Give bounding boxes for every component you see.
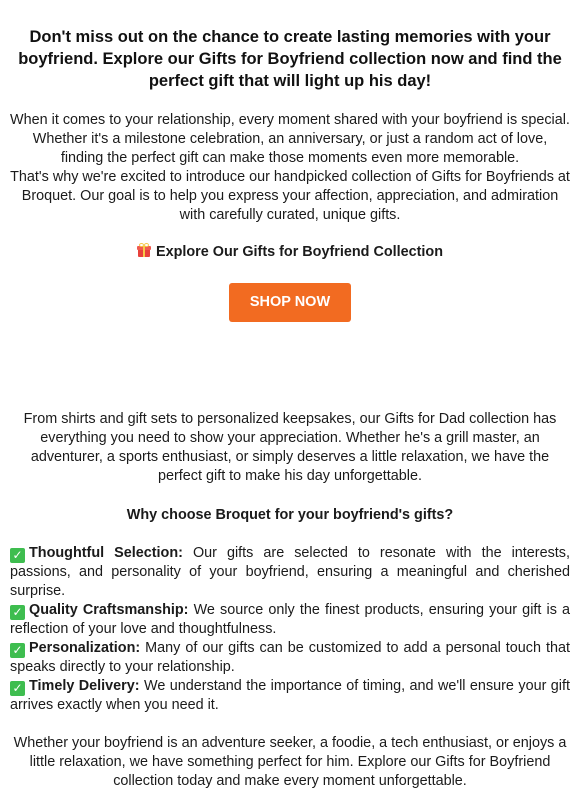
cta-container [10, 283, 570, 322]
explore-heading [10, 243, 570, 262]
feature-text: We source only the finest products, ensuring your gift is a reflection of your love and thoughtfulness. [10, 602, 571, 637]
feature-item-quality-craftsmanship [10, 601, 570, 639]
check-mark-icon: ✓ [10, 605, 25, 620]
check-mark-icon: ✓ [10, 548, 25, 563]
feature-title: Timely Delivery: [29, 678, 140, 694]
gift-icon [137, 243, 151, 257]
feature-text: Our gifts are selected to resonate with the interests, passions, and personality of your boyfriend, ensuring a meaningful and cherished surprise. [10, 545, 570, 599]
feature-title: Personalization: [29, 640, 141, 656]
feature-title: Quality Craftsmanship: [29, 602, 189, 618]
why-choose-heading: Why choose Broquet for your boyfriend's gifts? [126, 507, 454, 523]
feature-item-personalization [10, 639, 570, 677]
check-mark-icon: ✓ [10, 643, 25, 658]
intro-section [10, 111, 570, 225]
dad-collection-paragraph: From shirts and gift sets to personalized keepsakes, our Gifts for Dad collection has everything you need to show your appreciation. Whether he's a grill master, an adventurer, a sports enthusiast, or simply deserves a little relaxation, we have the perfect gift to make his day unforgettable. [23, 411, 557, 484]
intro-paragraph-2: That's why we're excited to introduce our handpicked collection of Gifts for Boyfriends at Broquet. Our goal is to help you express your affection, appreciation, and admiration with carefully curated, unique gifts. [10, 169, 570, 223]
intro-paragraph-1: When it comes to your relationship, every moment shared with your boyfriend is special. Whether it's a milestone celebration, an anniversary, or just a random act of love, finding the perfect gift can make those moments even more memorable. [10, 112, 570, 166]
features-list [10, 544, 570, 715]
explore-heading-text: Explore Our Gifts for Boyfriend Collection [155, 244, 444, 260]
closing-paragraph: Whether your boyfriend is an adventure seeker, a foodie, a tech enthusiast, or enjoys a little relaxation, we have something perfect for him. Explore our Gifts for Boyfriend collection today and make every moment unforgettable. [13, 735, 567, 789]
shop-now-button[interactable]: SHOP NOW [229, 283, 351, 322]
headline: Don't miss out on the chance to create lasting memories with your boyfriend. Explore our Gifts for Boyfriend collection now and find the perfect gift that will light up his day! [18, 28, 562, 90]
check-mark-icon: ✓ [10, 681, 25, 696]
feature-text: Many of our gifts can be customized to add a personal touch that speaks directly to your relationship. [10, 640, 570, 675]
feature-title: Thoughtful Selection: [29, 545, 183, 561]
feature-item-thoughtful-selection [10, 544, 570, 601]
feature-text: We understand the importance of timing, and we'll ensure your gift arrives exactly when you need it. [10, 678, 570, 713]
feature-item-timely-delivery [10, 677, 570, 715]
